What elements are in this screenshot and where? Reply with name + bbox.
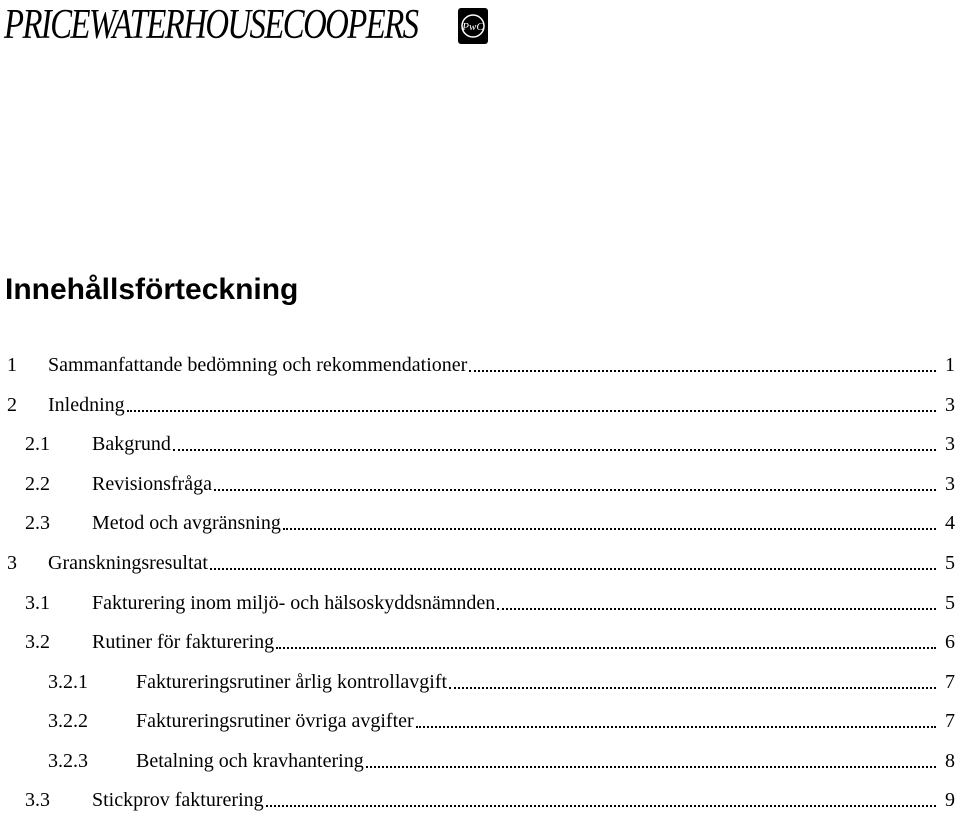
toc-number: 3.1 [25, 592, 50, 614]
toc-number: 2 [7, 394, 17, 416]
toc-row[interactable] [0, 592, 960, 620]
toc-number: 2.2 [25, 473, 50, 495]
toc-leader [276, 647, 936, 649]
toc-title: Faktureringsrutiner övriga avgifter [136, 710, 414, 732]
toc-number: 3.2.2 [48, 710, 88, 732]
toc-row[interactable] [0, 552, 960, 580]
toc-number: 2.1 [25, 433, 50, 455]
toc-page: 7 [945, 671, 955, 693]
toc-leader [173, 449, 936, 451]
toc-title: Sammanfattande bedömning och rekommendationer [48, 354, 468, 376]
logo-wordmark: PRICEWATERHOUSECOOPERS [4, 2, 418, 48]
toc-row[interactable] [0, 789, 960, 817]
toc-number: 3.2.3 [48, 750, 88, 772]
toc-number: 3.2 [25, 631, 50, 653]
toc-page: 3 [945, 473, 955, 495]
toc-leader [366, 766, 936, 768]
toc-row[interactable] [0, 750, 960, 778]
toc-row[interactable] [0, 473, 960, 501]
toc-page: 8 [945, 750, 955, 772]
toc-page: 5 [945, 592, 955, 614]
toc-page: 4 [945, 512, 955, 534]
toc-page: 6 [945, 631, 955, 653]
toc-leader [214, 489, 936, 491]
toc-page: 3 [945, 394, 955, 416]
toc-leader [497, 608, 936, 610]
toc-leader [283, 528, 936, 530]
toc-title: Stickprov fakturering [92, 789, 264, 811]
toc-row[interactable] [0, 394, 960, 422]
toc-leader [210, 568, 936, 570]
toc-leader [266, 805, 936, 807]
toc-title: Bakgrund [92, 433, 171, 455]
toc-page: 9 [945, 789, 955, 811]
toc-leader [449, 687, 936, 689]
toc-row[interactable] [0, 512, 960, 540]
toc-number: 2.3 [25, 512, 50, 534]
toc-title: Betalning och kravhantering [136, 750, 364, 772]
toc-page: 7 [945, 710, 955, 732]
toc-page: 3 [945, 433, 955, 455]
toc-row[interactable] [0, 631, 960, 659]
toc-number: 3.3 [25, 789, 50, 811]
toc-page: 5 [945, 552, 955, 574]
toc-row[interactable] [0, 671, 960, 699]
toc-title: Granskningsresultat [48, 552, 208, 574]
toc-title: Faktureringsrutiner årlig kontrollavgift [136, 671, 448, 693]
toc-leader [416, 726, 936, 728]
toc-title: Rutiner för fakturering [92, 631, 275, 653]
page-title: Innehållsförteckning [5, 273, 299, 306]
logo-seal-icon [458, 8, 488, 44]
toc-row[interactable] [0, 433, 960, 461]
toc-page: 1 [945, 354, 955, 376]
toc-title: Fakturering inom miljö- och hälsoskyddsnämnden [92, 592, 496, 614]
toc-row[interactable] [0, 710, 960, 738]
toc-number: 3.2.1 [48, 671, 88, 693]
toc-number: 1 [7, 354, 17, 376]
toc-leader [469, 370, 936, 372]
toc-title: Inledning [48, 394, 125, 416]
toc-title: Metod och avgränsning [92, 512, 281, 534]
toc-number: 3 [7, 552, 17, 574]
toc-title: Revisionsfråga [92, 473, 212, 495]
toc-leader [127, 410, 936, 412]
company-logo [4, 4, 534, 46]
toc-row[interactable] [0, 354, 960, 382]
svg-text:PwC: PwC [462, 21, 484, 33]
